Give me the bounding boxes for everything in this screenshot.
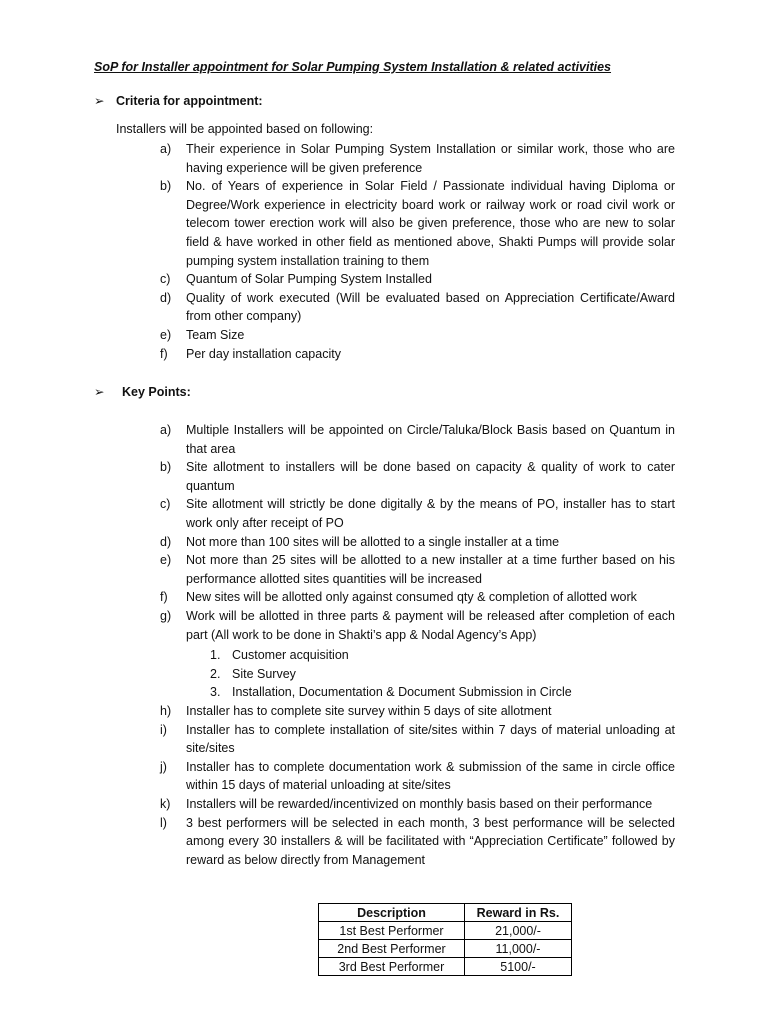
list-item-text: Work will be allotted in three parts & payment will be released after completion of each part (All work to be done in Shakti’s app & Nodal Agency’s App) <box>186 608 675 642</box>
list-marker: d) <box>160 534 172 549</box>
list-item <box>160 270 675 289</box>
list-item-text: Quantum of Solar Pumping System Installed <box>186 272 432 287</box>
list-item <box>160 140 675 177</box>
work-parts-list <box>210 646 572 702</box>
list-item-text: Installation, Documentation & Document Submission in Circle <box>232 685 572 700</box>
table-row <box>319 922 572 940</box>
column-header-reward: Reward in Rs. <box>465 904 572 922</box>
criteria-heading <box>94 93 263 108</box>
list-item-text: New sites will be allotted only against consumed qty & completion of allotted work <box>186 590 637 605</box>
list-item <box>160 533 675 552</box>
list-item <box>160 551 675 588</box>
list-marker: c) <box>160 272 171 287</box>
column-header-description: Description <box>319 904 465 922</box>
list-item-text: 3 best performers will be selected in each month, 3 best performance will be selected among every 30 installers & will be facilitated with “Appreciation Certificate” followed by reward as below directly from Management <box>186 815 675 867</box>
list-item-text: Not more than 100 sites will be allotted to a single installer at a time <box>186 534 560 549</box>
list-item <box>210 683 572 702</box>
list-item-text: Their experience in Solar Pumping System Installation or similar work, those who are having experience will be given preference <box>186 142 675 175</box>
list-marker: g) <box>160 608 172 623</box>
list-item-text: Quality of work executed (Will be evaluated based on Appreciation Certificate/Award from other company) <box>186 290 675 324</box>
list-item <box>160 495 675 532</box>
list-marker: 1. <box>210 648 221 662</box>
list-item <box>160 795 675 814</box>
table-row <box>319 958 572 976</box>
arrow-bullet-icon: ➢ <box>94 385 105 399</box>
list-marker: l) <box>160 815 167 830</box>
list-marker: j) <box>160 759 167 774</box>
list-item <box>160 607 675 644</box>
key-points-list-b <box>160 702 675 869</box>
list-item <box>160 177 675 270</box>
list-marker: f) <box>160 346 168 361</box>
list-item <box>160 814 675 870</box>
key-points-heading-text: Key Points: <box>122 385 191 399</box>
list-item <box>160 758 675 795</box>
description-cell: 1st Best Performer <box>319 922 465 940</box>
list-item <box>160 289 675 326</box>
list-item-text: Installer has to complete installation of site/sites within 7 days of material unloading at site/sites <box>186 722 675 756</box>
list-item-text: No. of Years of experience in Solar Field / Passionate individual having Diploma or Degree/Work experience in electricity board work or railway work or road civil work or telecom tower erection work will also be given preference, those who are new to solar field & have worked in other field as mentioned above, Shakti Pumps will provide solar pumping system installation training to them <box>186 179 675 268</box>
list-marker: b) <box>160 179 172 194</box>
list-item-text: Installers will be rewarded/incentivized on monthly basis based on their performance <box>186 796 653 811</box>
criteria-intro: Installers will be appointed based on following: <box>116 122 374 136</box>
page-title: SoP for Installer appointment for Solar Pumping System Installation & related activities <box>94 60 612 74</box>
list-marker: a) <box>160 423 172 437</box>
table-row <box>319 940 572 958</box>
reward-cell: 21,000/- <box>465 922 572 940</box>
key-points-list-a <box>160 421 675 644</box>
list-marker: k) <box>160 796 171 811</box>
list-item-text: Multiple Installers will be appointed on Circle/Taluka/Block Basis based on Quantum in that area <box>186 423 675 456</box>
table-header-row <box>319 904 572 922</box>
list-item-text: Installer has to complete documentation work & submission of the same in circle office within 15 days of material unloading at site/sites <box>186 759 675 793</box>
list-item-text: Site allotment to installers will be done based on capacity & quality of work to cater quantum <box>186 460 675 493</box>
list-marker: 2. <box>210 666 221 681</box>
list-item <box>160 458 675 495</box>
list-item <box>160 326 675 345</box>
list-item <box>160 702 675 721</box>
list-marker: i) <box>160 722 167 737</box>
list-marker: c) <box>160 497 171 512</box>
list-item <box>160 721 675 758</box>
reward-cell: 11,000/- <box>465 940 572 958</box>
list-item-text: Customer acquisition <box>232 648 349 662</box>
arrow-bullet-icon: ➢ <box>94 94 105 108</box>
list-item <box>160 421 675 458</box>
list-marker: e) <box>160 327 172 342</box>
reward-table <box>318 903 572 976</box>
list-marker: h) <box>160 704 172 718</box>
list-item-text: Site allotment will strictly be done digitally & by the means of PO, installer has to start work only after receipt of PO <box>186 497 675 530</box>
key-points-heading <box>94 384 191 399</box>
criteria-list <box>160 140 675 363</box>
list-item-text: Installer has to complete site survey within 5 days of site allotment <box>186 704 552 718</box>
list-item-text: Site Survey <box>232 666 296 681</box>
list-marker: d) <box>160 290 172 305</box>
list-marker: b) <box>160 460 172 475</box>
reward-cell: 5100/- <box>465 958 572 976</box>
list-item <box>160 345 675 364</box>
list-item <box>210 665 572 684</box>
list-item <box>210 646 572 665</box>
list-marker: a) <box>160 142 172 156</box>
list-item <box>160 588 675 607</box>
list-marker: f) <box>160 590 168 605</box>
list-item-text: Team Size <box>186 327 245 342</box>
list-marker: e) <box>160 553 172 568</box>
description-cell: 3rd Best Performer <box>319 958 465 976</box>
list-marker: 3. <box>210 685 221 700</box>
criteria-heading-text: Criteria for appointment: <box>116 94 263 108</box>
list-item-text: Not more than 25 sites will be allotted to a new installer at a time further based on his performance allotted sites quantities will be increased <box>186 553 675 586</box>
list-item-text: Per day installation capacity <box>186 346 341 361</box>
description-cell: 2nd Best Performer <box>319 940 465 958</box>
